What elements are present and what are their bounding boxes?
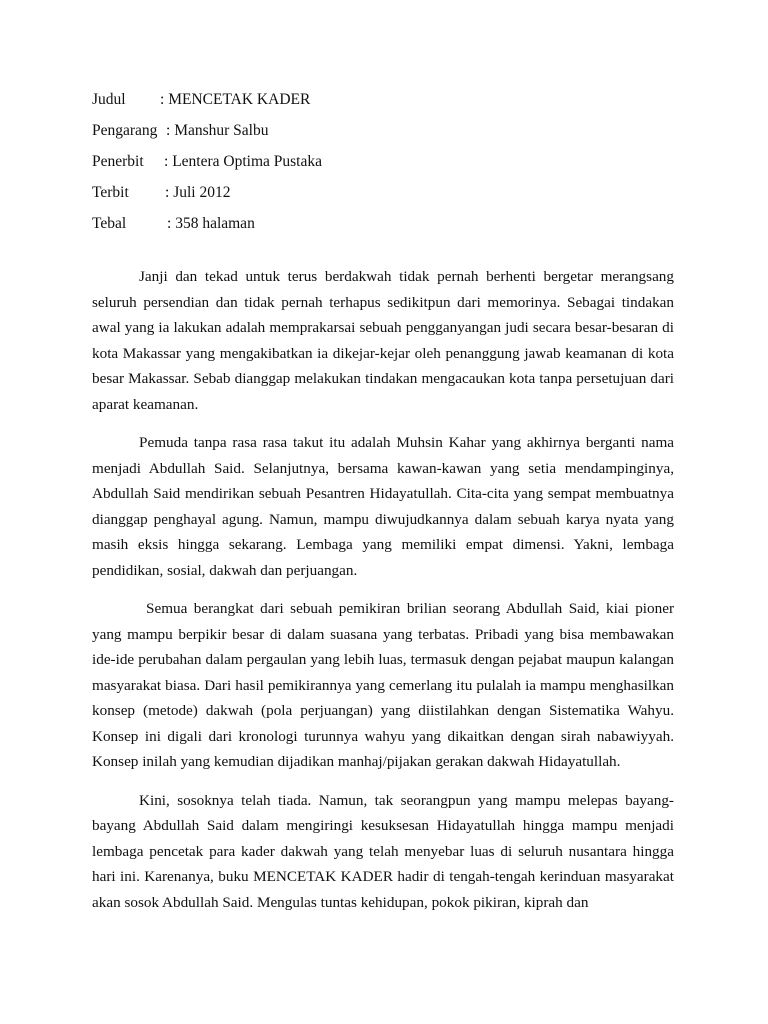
meta-row-penerbit (92, 146, 652, 177)
meta-label-tebal: Tebal (92, 215, 127, 232)
meta-label-pengarang: Pengarang (92, 122, 158, 139)
meta-value-penerbit: : Lentera Optima Pustaka (164, 146, 322, 177)
meta-value-terbit: : Juli 2012 (165, 177, 230, 208)
paragraph: Semua berangkat dari sebuah pemikiran brilian seorang Abdullah Said, kiai pioner yang mampu berpikir besar di dalam suasana yang terbatas. Pribadi yang bisa membawakan ide-ide perubahan dalam pergaulan yang lebih luas, termasuk dengan pejabat maupun kalangan masyarakat biasa. Dari hasil pemikirannya yang cemerlang itu pulalah ia mampu menghasilkan konsep (metode) dakwah (pola perjuangan) yang diistilahkan dengan Sistematika Wahyu. Konsep ini digali dari kronologi turunnya wahyu yang dikaitkan dengan sirah nabawiyyah. Konsep inilah yang kemudian dijadikan manhaj/pijakan gerakan dakwah Hidayatullah. (92, 600, 674, 770)
review-body (92, 264, 674, 928)
book-metadata (92, 84, 652, 239)
meta-value-tebal: : 358 halaman (167, 208, 255, 239)
paragraph: Kini, sosoknya telah tiada. Namun, tak seorangpun yang mampu melepas bayang-bayang Abdullah Said dalam mengiringi kesuksesan Hidayatullah hingga mampu menjadi lembaga pencetak para kader dakwah yang telah menyebar luas di seluruh nusantara hingga hari ini. Karenanya, buku MENCETAK KADER hadir di tengah-tengah kerinduan masyarakat akan sosok Abdullah Said. Mengulas tuntas kehidupan, pokok pikiran, kiprah dan (92, 791, 674, 911)
meta-label-judul: Judul (92, 91, 126, 108)
paragraph: Pemuda tanpa rasa rasa takut itu adalah Muhsin Kahar yang akhirnya berganti nama menjadi Abdullah Said. Selanjutnya, bersama kawan-kawan yang setia mendampinginya, Abdullah Said mendirikan sebuah Pesantren Hidayatullah. Cita-cita yang sempat membuatnya dianggap penghayal agung. Namun, mampu diwujudkannya dalam sebuah karya nyata yang masih eksis hingga sekarang. Lembaga yang memiliki empat dimensi. Yakni, lembaga pendidikan, sosial, dakwah dan perjuangan. (92, 434, 674, 579)
meta-value-judul: : MENCETAK KADER (160, 84, 310, 115)
meta-row-terbit (92, 177, 652, 208)
meta-row-tebal (92, 208, 652, 239)
meta-label-terbit: Terbit (92, 184, 129, 201)
paragraph: Janji dan tekad untuk terus berdakwah tidak pernah berhenti bergetar merangsang seluruh persendian dan tidak pernah terhapus sedikitpun dari memorinya. Sebagai tindakan awal yang ia lakukan adalah memprakarsai sebuah pengganyangan judi secara besar-besaran di kota Makassar yang mengakibatkan ia dikejar-kejar oleh penanggung jawab keamanan di kota besar Makassar. Sebab dianggap melakukan tindakan mengacaukan kota tanpa persetujuan dari aparat keamanan. (92, 268, 674, 413)
meta-row-pengarang (92, 115, 652, 146)
meta-row-judul (92, 84, 652, 115)
meta-label-penerbit: Penerbit (92, 153, 144, 170)
meta-value-pengarang: : Manshur Salbu (166, 115, 268, 146)
